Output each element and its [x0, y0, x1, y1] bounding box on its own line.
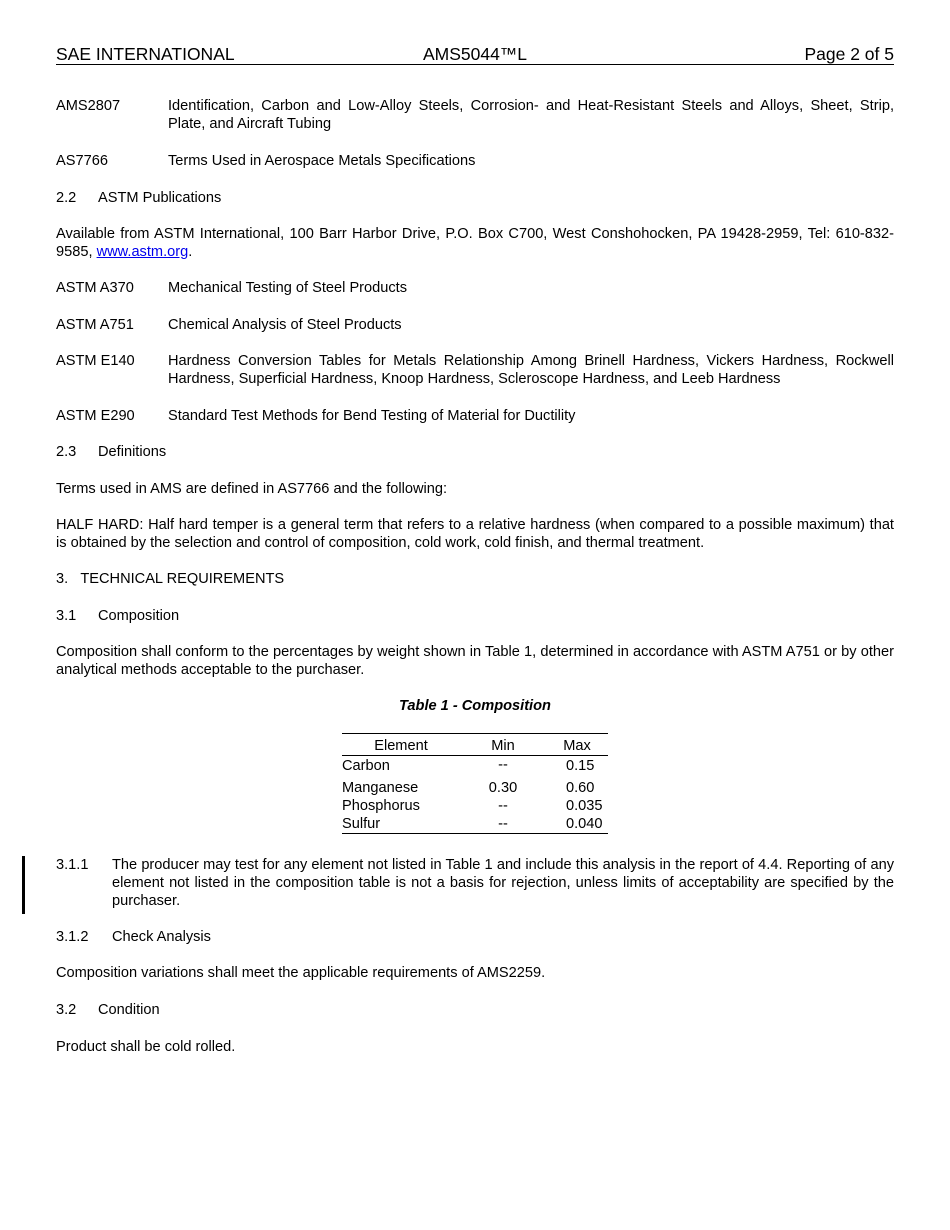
definitions-intro: Terms used in AMS are defined in AS7766 and the following:: [56, 481, 448, 497]
reference-code: AMS2807: [56, 98, 121, 114]
reference-astm-a751: [56, 316, 894, 334]
reference-astm-e140: [56, 352, 894, 388]
section-2-3-heading: [56, 443, 894, 461]
table-row: [342, 756, 608, 777]
section-title: ASTM Publications: [98, 190, 222, 206]
section-3-1-2-heading: [56, 928, 894, 946]
check-analysis-text: Composition variations shall meet the applicable requirements of AMS2259.: [56, 965, 546, 981]
reference-title: Standard Test Methods for Bend Testing of Material for Ductility: [168, 408, 576, 424]
table-cell: 0.30: [488, 779, 518, 796]
column-header: Element: [374, 738, 428, 754]
table-cell: Carbon: [342, 758, 390, 775]
reference-code: ASTM A751: [56, 317, 134, 333]
section-number: 3.1: [56, 608, 77, 624]
column-header: Max: [563, 738, 591, 754]
section-number: 3.: [56, 571, 69, 587]
table-cell: 0.15: [566, 758, 595, 775]
reference-code: ASTM E140: [56, 353, 135, 369]
table-cell: 0.040: [566, 815, 603, 832]
section-title: Definitions: [98, 444, 167, 460]
header-page-number: Page 2 of 5: [804, 44, 894, 64]
table-cell: 0.035: [566, 797, 603, 814]
section-number: 3.1.1: [56, 857, 89, 873]
table-caption: Table 1 - Composition: [399, 698, 551, 714]
availability-text: Available from ASTM International, 100 Barr Harbor Drive, P.O. Box C700, West Conshohocken, PA 19428-2959, Tel: 610-832-9585,: [56, 226, 894, 260]
composition-table: [342, 733, 608, 834]
section-3-1-heading: [56, 607, 894, 625]
reference-astm-e290: [56, 407, 894, 425]
column-header: Min: [491, 738, 515, 754]
table-cell: --: [498, 757, 508, 773]
header-org: SAE INTERNATIONAL: [56, 44, 235, 64]
reference-code: AS7766: [56, 153, 108, 169]
reference-as7766: [56, 152, 894, 170]
section-number: 2.2: [56, 190, 77, 206]
table-cell: Sulfur: [342, 815, 381, 832]
section-number: 3.2: [56, 1002, 77, 1018]
section-title: TECHNICAL REQUIREMENTS: [80, 571, 285, 587]
reference-code: ASTM E290: [56, 408, 135, 424]
condition-text: Product shall be cold rolled.: [56, 1039, 236, 1055]
table-header-row: [342, 734, 608, 756]
section-3-1-1: [56, 856, 894, 910]
astm-link[interactable]: www.astm.org: [96, 244, 189, 260]
definition-half-hard: HALF HARD: Half hard temper is a general term that refers to a relative hardness (when compared to a possible maximum) that is obtained by the selection and control of composition, cold work, cold finish, and thermal treatment.: [56, 517, 894, 551]
section-number: 2.3: [56, 444, 77, 460]
header-doc-number: AMS5044™L: [422, 44, 528, 64]
table-row: [342, 815, 608, 834]
astm-availability: Available from ASTM International, 100 Barr Harbor Drive, P.O. Box C700, West Conshohocken, PA 19428-2959, Tel: 610-832-9585, www.astm.org.: [56, 226, 894, 260]
reference-title: Hardness Conversion Tables for Metals Relationship Among Brinell Hardness, Vickers Hardness, Rockwell Hardness, Superficial Hardness, Knoop Hardness, Scleroscope Hardness, and Leeb Hardness: [168, 353, 894, 387]
table-row: [342, 777, 608, 797]
table-cell: Phosphorus: [342, 797, 420, 814]
section-number: 3.1.2: [56, 929, 89, 945]
table-row: [342, 797, 608, 815]
section-3-heading: [56, 570, 894, 588]
section-title: Check Analysis: [112, 929, 211, 945]
section-title: Composition: [98, 608, 180, 624]
reference-astm-a370: [56, 279, 894, 297]
reference-title: Terms Used in Aerospace Metals Specifications: [168, 153, 476, 169]
table-cell: 0.60: [566, 779, 595, 796]
section-text: The producer may test for any element not listed in Table 1 and include this analysis in the report of 4.4. Reporting of any element not listed in the composition table is not a basis for rejection, unless limits of acceptability are specified by the purchaser.: [112, 857, 894, 909]
table-cell: Manganese: [342, 779, 419, 796]
table-cell: --: [498, 797, 508, 814]
reference-title: Identification, Carbon and Low-Alloy Steels, Corrosion- and Heat-Resistant Steels and Alloys, Sheet, Strip, Plate, and Aircraft Tubing: [168, 98, 894, 132]
reference-ams2807: [56, 97, 894, 133]
revision-change-bar: [22, 856, 25, 914]
section-3-2-heading: [56, 1001, 894, 1019]
table-cell: --: [498, 815, 508, 832]
composition-text: Composition shall conform to the percentages by weight shown in Table 1, determined in accordance with ASTM A751 or by other analytical methods acceptable to the purchaser.: [56, 644, 894, 678]
reference-code: ASTM A370: [56, 280, 134, 296]
reference-title: Mechanical Testing of Steel Products: [168, 280, 408, 296]
reference-title: Chemical Analysis of Steel Products: [168, 317, 402, 333]
section-2-2-heading: [56, 189, 894, 207]
section-title: Condition: [98, 1002, 160, 1018]
page-header: [56, 44, 894, 65]
